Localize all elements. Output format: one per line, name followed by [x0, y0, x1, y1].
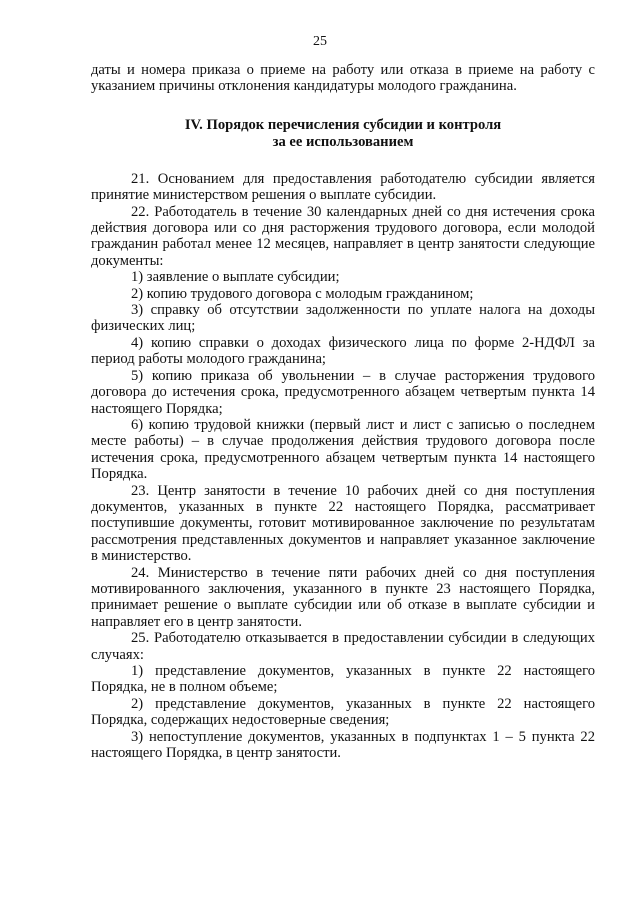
intro-paragraph: даты и номера приказа о приеме на работу или отказа в приеме на работу с указанием причины отклонения кандидатуры молодого гражданина.	[91, 62, 595, 95]
paragraph-25: 25. Работодателю отказывается в предоставлении субсидии в следующих случаях:	[91, 630, 595, 663]
paragraph-25-item-2: 2) представление документов, указанных в пункте 22 настоящего Порядка, содержащих недостоверные сведения;	[91, 695, 595, 729]
paragraph-22-item-3: 3) справку об отсутствии задолженности по уплате налога на доходы физических лиц;	[91, 302, 595, 335]
paragraph-22-item-6: 6) копию трудовой книжки (первый лист и лист с записью о последнем месте работы) – в случае продолжения действия трудового договора после истечения срока, предусмотренного абзацем четвертым пункта 14 настоящего Порядка.	[91, 416, 595, 483]
paragraph-25-item-1: 1) представление документов, указанных в пункте 22 настоящего Порядка, не в полном объеме;	[91, 663, 595, 696]
section-title-line-1: IV. Порядок перечисления субсидии и контроля	[184, 116, 502, 133]
paragraph-23: 23. Центр занятости в течение 10 рабочих дней со дня поступления документов, указанных в пункте 22 настоящего Порядка, рассматривает поступившие документы, готовит мотивированное заключение по результатам рассмотрения представленных документов и направляет указанное заключение в министерство.	[91, 482, 595, 565]
paragraph-22-item-4: 4) копию справки о доходах физического лица по форме 2-НДФЛ за период работы молодого гражданина;	[91, 334, 595, 368]
paragraph-25-item-3: 3) непоступление документов, указанных в подпунктах 1 – 5 пункта 22 настоящего Порядка, в центр занятости.	[91, 728, 595, 762]
section-heading	[91, 117, 595, 151]
paragraph-22-item-5: 5) копию приказа об увольнении – в случае расторжения трудового договора до истечения срока, предусмотренного абзацем четвертым пункта 14 настоящего Порядка;	[91, 367, 595, 417]
paragraph-22-item-2: 2) копию трудового договора с молодым гражданином;	[131, 285, 474, 302]
paragraph-22-item-1: 1) заявление о выплате субсидии;	[131, 269, 340, 286]
paragraph-24: 24. Министерство в течение пяти рабочих дней со дня поступления мотивированного заключения, указанного в пункте 23 настоящего Порядка, принимает решение о выплате субсидии или об отказе в выплате субсидии и направляет его в центр занятости.	[91, 564, 595, 630]
section-title-line-2: за ее использованием	[272, 133, 414, 150]
paragraph-22: 22. Работодатель в течение 30 календарных дней со дня истечения срока действия договора или со дня расторжения трудового договора, если молодой гражданин работал менее 12 месяцев, направляет в центр занятости следующие документы:	[91, 203, 595, 269]
page-number: 25	[313, 34, 327, 49]
page-content	[91, 62, 595, 761]
paragraph-21: 21. Основанием для предоставления работодателю субсидии является принятие министерством решения о выплате субсидии.	[91, 170, 595, 204]
